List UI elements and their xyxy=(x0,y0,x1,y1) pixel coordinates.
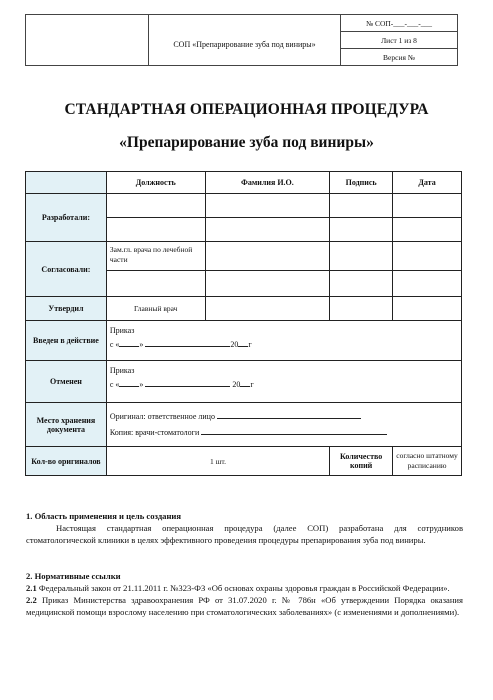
table-cell xyxy=(393,271,462,297)
copies-value: согласно штатному расписанию xyxy=(393,447,462,476)
storage-label: Место хранения документа xyxy=(26,403,107,447)
column-header: Должность xyxy=(106,172,205,194)
column-header: Фамилия И.О. xyxy=(205,172,330,194)
original-location: Оригинал: ответственное лицо xyxy=(110,409,458,425)
table-cell xyxy=(330,297,393,321)
table-cell xyxy=(106,194,205,218)
agreed-position: Зам.гл. врача по лечебной части xyxy=(106,242,205,271)
table-header-row xyxy=(26,172,462,194)
table-cell xyxy=(393,242,462,271)
order-date: с « » 20 г xyxy=(109,380,254,389)
order-date: с « » 20 г xyxy=(109,340,252,349)
table-cell xyxy=(205,218,330,242)
introduced-order-cell xyxy=(106,321,461,361)
section-1-title: 1. Область применения и цель создания xyxy=(26,511,182,521)
section-2 xyxy=(26,570,463,618)
column-header: Подпись xyxy=(330,172,393,194)
column-header: Дата xyxy=(393,172,462,194)
table-cell xyxy=(330,271,393,297)
table-cell xyxy=(205,271,330,297)
sop-title-cell: СОП «Препарирование зуба под виниры» xyxy=(149,15,341,66)
agreed-label: Согласовали: xyxy=(26,242,107,297)
table-cell xyxy=(205,242,330,271)
order-word: Приказ xyxy=(109,366,135,375)
copy-location: Копия: врачи-стоматологи xyxy=(110,425,458,441)
corner-cell xyxy=(26,172,107,194)
reference-1: 2.1 Федеральный закон от 21.11.2011 г. №323-ФЗ «Об основах охраны здоровья граждан в Российской Федерации». xyxy=(26,583,450,593)
section-1-text: Настоящая стандартная операционная процедура (далее СОП) разработана для сотрудников стоматологической клиники в целях эффективного проведения процедуры препарирования зуба под виниры. xyxy=(26,523,463,545)
table-cell xyxy=(330,242,393,271)
table-cell xyxy=(393,297,462,321)
approved-position: Главный врач xyxy=(106,297,205,321)
approval-table xyxy=(25,171,462,476)
version: Версия № xyxy=(341,49,458,66)
table-cell xyxy=(330,218,393,242)
section-2-title: 2. Нормативные ссылки xyxy=(26,571,121,581)
reference-2: 2.2 Приказ Министерства здравоохранения РФ от 31.07.2020 г. № 786н «Об утверждении Порядка оказания медицинской помощи взрослому населению при стоматологических заболеваниях» (с изменениями и дополнениями). xyxy=(26,595,463,617)
table-cell xyxy=(393,194,462,218)
logo-area xyxy=(26,15,149,66)
table-cell xyxy=(393,218,462,242)
cancelled-order-cell xyxy=(106,361,461,403)
document-title: СТАНДАРТНАЯ ОПЕРАЦИОННАЯ ПРОЦЕДУРА xyxy=(64,101,429,118)
document-header xyxy=(25,14,458,66)
introduced-label: Введен в действие xyxy=(26,321,107,361)
developed-label: Разработали: xyxy=(26,194,107,242)
document-subtitle: «Препарирование зуба под виниры» xyxy=(119,134,374,151)
table-cell xyxy=(205,297,330,321)
approved-label: Утвердил xyxy=(26,297,107,321)
copies-label: Количество копий xyxy=(330,447,393,476)
sheet-number: Лист 1 из 8 xyxy=(341,32,458,49)
storage-cell xyxy=(106,403,461,447)
table-cell xyxy=(106,271,205,297)
originals-label: Кол-во оригиналов xyxy=(26,447,107,476)
section-1 xyxy=(26,510,463,546)
table-cell xyxy=(330,194,393,218)
table-cell xyxy=(106,218,205,242)
cancelled-label: Отменен xyxy=(26,361,107,403)
table-cell xyxy=(205,194,330,218)
order-word: Приказ xyxy=(109,326,135,335)
sop-number: № СОП-___-___-___ xyxy=(341,15,458,32)
originals-value: 1 шт. xyxy=(106,447,329,476)
